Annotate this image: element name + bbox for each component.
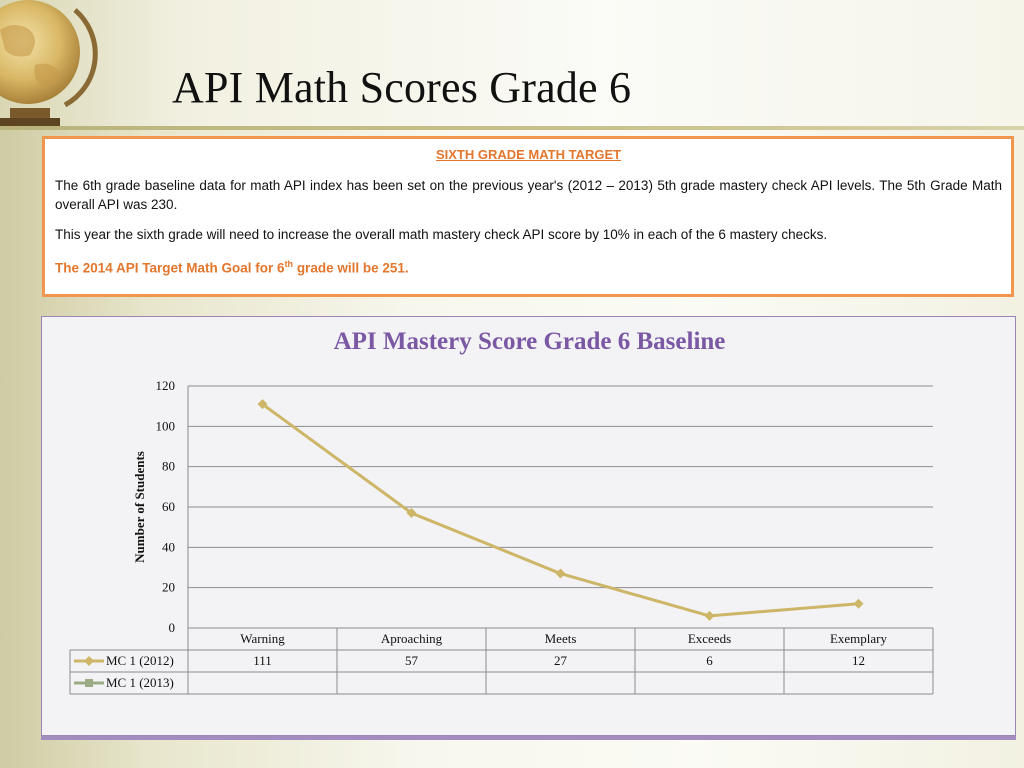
- page-title: API Math Scores Grade 6: [172, 63, 632, 112]
- data-point-marker: [705, 611, 715, 621]
- x-category-label: Warning: [240, 631, 285, 646]
- y-tick-label: 100: [155, 418, 175, 434]
- legend-series-name: MC 1 (2013): [106, 675, 174, 690]
- data-point-marker: [556, 569, 566, 579]
- y-tick-label: 80: [162, 458, 175, 474]
- target-text-box: [42, 136, 1014, 297]
- data-point-marker: [854, 599, 864, 609]
- goal-superscript: th: [284, 259, 294, 269]
- legend-series-name: MC 1 (2012): [106, 653, 174, 668]
- title-divider: [0, 126, 1024, 130]
- goal-text-end: grade will be 251.: [293, 260, 409, 276]
- line-chart: [42, 317, 1017, 737]
- goal-statement: [55, 255, 1002, 278]
- y-tick-label: 20: [162, 579, 175, 595]
- series-line: [263, 404, 859, 616]
- x-category-label: Aproaching: [380, 631, 443, 646]
- legend-key-marker: [84, 656, 94, 666]
- data-table-value: 12: [852, 653, 865, 668]
- y-axis-label: Number of Students: [132, 451, 147, 563]
- goal-text-start: The 2014 API Target Math Goal for 6: [55, 260, 285, 276]
- data-table-value: 6: [706, 653, 713, 668]
- y-tick-label: 0: [168, 620, 175, 635]
- x-category-label: Exemplary: [829, 631, 888, 646]
- chart-title: API Mastery Score Grade 6 Baseline: [333, 328, 726, 355]
- data-table-value: 27: [554, 653, 567, 668]
- chart-panel: [41, 316, 1016, 736]
- y-tick-label: 40: [162, 539, 175, 555]
- legend-key-marker: [85, 679, 93, 687]
- x-category-label: Meets: [544, 631, 577, 646]
- data-table-value: 57: [405, 653, 418, 668]
- baseline-paragraph: The 6th grade baseline data for math API index has been set on the previous year's (2012 – 2013) 5th grade mastery check API levels. The 5th Grade Math overall API was 230.: [55, 178, 1002, 212]
- increase-paragraph: This year the sixth grade will need to increase the overall math mastery check API score by 10% in each of the 6 mastery checks.: [55, 227, 828, 242]
- globe-icon: [0, 0, 100, 140]
- data-table-value: 111: [253, 653, 272, 668]
- y-tick-label: 60: [162, 499, 175, 514]
- y-tick-label: 120: [155, 378, 175, 393]
- target-heading: SIXTH GRADE MATH TARGET: [435, 147, 622, 162]
- x-category-label: Exceeds: [687, 631, 732, 646]
